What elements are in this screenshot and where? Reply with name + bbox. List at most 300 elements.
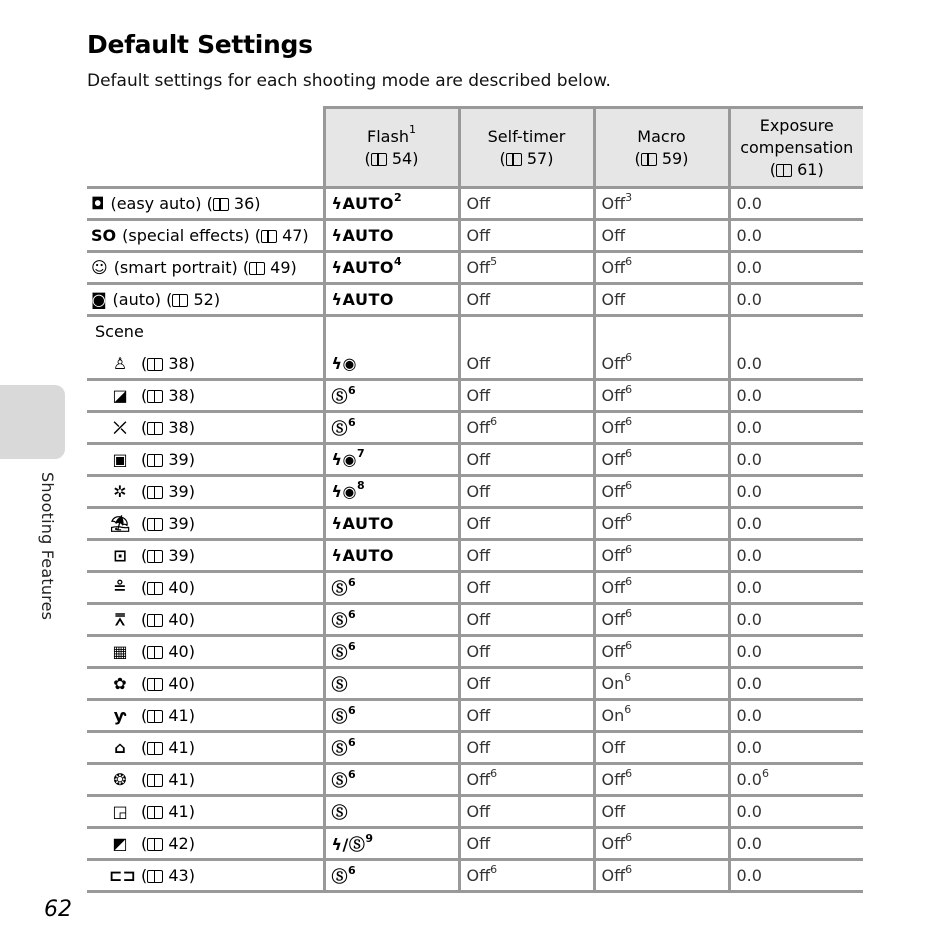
exposure-cell-value: 0.0 xyxy=(736,642,762,661)
flash-cell xyxy=(324,540,459,572)
macro-cell-value: On xyxy=(601,706,625,725)
self-timer-cell xyxy=(459,668,594,700)
page-ref: 40 xyxy=(168,642,189,661)
page-ref: 41 xyxy=(168,738,189,757)
flash-cell-value: ϟAUTO xyxy=(331,258,394,277)
book-icon xyxy=(147,742,163,755)
empty-cell xyxy=(729,316,863,350)
exposure-cell-value: 0.0 xyxy=(736,546,762,565)
macro-cell-footnote: 6 xyxy=(625,606,633,620)
self-timer-cell-value: Off xyxy=(466,706,491,725)
flash-cell xyxy=(324,700,459,732)
table-row xyxy=(87,476,863,508)
self-timer-cell xyxy=(459,284,594,316)
self-timer-cell-footnote: 6 xyxy=(490,766,498,780)
landscape-scene-icon: ◪ xyxy=(112,386,128,405)
night-portrait-scene-icon: ▣ xyxy=(112,450,128,469)
macro-cell-value: Off xyxy=(601,546,626,565)
flash-cell-value: ϟ◉ xyxy=(331,354,358,373)
exposure-cell-value: 0.0 xyxy=(736,578,762,597)
macro-cell xyxy=(594,796,729,828)
flash-cell-value: ϟ/Ⓢ xyxy=(331,835,366,854)
macro-cell-value: Off xyxy=(601,514,626,533)
exposure-cell-value: 0.0 xyxy=(736,610,762,629)
self-timer-cell xyxy=(459,572,594,604)
table-row xyxy=(87,860,863,892)
table-row xyxy=(87,508,863,540)
exposure-cell xyxy=(729,604,863,636)
flash-cell xyxy=(324,444,459,476)
book-icon xyxy=(147,518,163,531)
self-timer-cell xyxy=(459,796,594,828)
flash-cell-value: Ⓢ xyxy=(331,419,349,438)
flash-cell xyxy=(324,220,459,252)
table-row xyxy=(87,252,863,284)
macro-cell-footnote: 6 xyxy=(625,542,633,556)
exposure-cell-value: 0.0 xyxy=(736,258,762,277)
table-row xyxy=(87,540,863,572)
self-timer-cell-value: Off xyxy=(466,578,491,597)
flash-cell-footnote: 7 xyxy=(357,446,366,460)
mode-label: (easy auto) ( xyxy=(110,194,213,213)
exposure-cell xyxy=(729,668,863,700)
self-timer-cell-value: Off xyxy=(466,258,491,277)
page-ref: 49 xyxy=(270,258,291,277)
self-timer-cell-value: Off xyxy=(466,194,491,213)
header-self-timer-label: Self-timer xyxy=(487,126,566,146)
self-timer-cell-value: Off xyxy=(466,482,491,501)
exposure-cell-footnote: 6 xyxy=(761,766,769,780)
flash-cell-value: Ⓢ xyxy=(331,611,349,630)
page-ref: 39 xyxy=(168,546,189,565)
exposure-cell-value: 0.0 xyxy=(736,482,762,501)
exposure-cell-value: 0.0 xyxy=(736,770,762,789)
flash-cell-value: ϟAUTO xyxy=(331,226,394,245)
table-row xyxy=(87,444,863,476)
flash-cell xyxy=(324,636,459,668)
page-ref: 39 xyxy=(168,482,189,501)
page-ref: 40 xyxy=(168,578,189,597)
table-row xyxy=(87,284,863,316)
empty-cell xyxy=(459,316,594,350)
exposure-cell xyxy=(729,796,863,828)
scene-cell: ƴ ( 41) xyxy=(87,700,324,732)
macro-cell-value: On xyxy=(601,674,625,693)
black-white-copy-scene-icon: ◲ xyxy=(112,802,128,821)
macro-cell-footnote: 6 xyxy=(625,510,633,524)
mode-cell: ☺ (smart portrait) ( 49) xyxy=(87,252,324,284)
flash-cell-value: Ⓢ xyxy=(331,867,349,886)
scene-cell: ✿ ( 40) xyxy=(87,668,324,700)
night-landscape-scene-icon: ▦ xyxy=(112,642,128,661)
macro-cell-footnote: 6 xyxy=(625,254,633,268)
exposure-cell xyxy=(729,636,863,668)
self-timer-cell xyxy=(459,188,594,220)
self-timer-cell xyxy=(459,220,594,252)
header-macro: Macro ( 59) xyxy=(594,108,729,188)
self-timer-cell xyxy=(459,636,594,668)
flash-cell xyxy=(324,476,459,508)
scene-cell: ⛱ ( 39) xyxy=(87,508,324,540)
table-row xyxy=(87,828,863,860)
book-icon xyxy=(147,358,163,371)
macro-cell-value: Off xyxy=(601,386,626,405)
macro-cell-value: Off xyxy=(601,866,626,885)
flash-cell xyxy=(324,828,459,860)
macro-cell-footnote: 6 xyxy=(624,670,632,684)
exposure-cell-value: 0.0 xyxy=(736,738,762,757)
self-timer-cell xyxy=(459,252,594,284)
macro-cell-footnote: 3 xyxy=(625,190,633,204)
flash-cell-footnote: 4 xyxy=(393,254,403,268)
mode-cell: ◙ (auto) ( 52) xyxy=(87,284,324,316)
flash-cell-footnote: 9 xyxy=(365,831,374,845)
exposure-cell-value: 0.0 xyxy=(736,802,762,821)
flash-cell xyxy=(324,508,459,540)
page-ref: 40 xyxy=(168,674,189,693)
exposure-cell xyxy=(729,380,863,412)
exposure-cell xyxy=(729,700,863,732)
flash-cell xyxy=(324,572,459,604)
backlighting-scene-icon: ◩ xyxy=(112,834,128,853)
macro-cell-value: Off xyxy=(601,770,626,789)
exposure-cell xyxy=(729,860,863,892)
self-timer-cell-value: Off xyxy=(466,834,491,853)
exposure-cell-value: 0.0 xyxy=(736,290,762,309)
flash-cell xyxy=(324,188,459,220)
self-timer-cell xyxy=(459,349,594,380)
self-timer-cell xyxy=(459,476,594,508)
flash-cell xyxy=(324,252,459,284)
flash-cell xyxy=(324,412,459,444)
header-flash-ref: 54 xyxy=(391,148,413,168)
flash-cell xyxy=(324,860,459,892)
macro-cell-footnote: 6 xyxy=(625,414,633,428)
scene-cell: ⤫ ( 38) xyxy=(87,412,324,444)
scene-cell: ⌂ ( 41) xyxy=(87,732,324,764)
flash-cell-value: Ⓢ xyxy=(331,771,349,790)
table-row xyxy=(87,668,863,700)
mode-cell: ◘ (easy auto) ( 36) xyxy=(87,188,324,220)
mode-label: (smart portrait) ( xyxy=(113,258,250,277)
exposure-cell xyxy=(729,349,863,380)
special-effects-icon: SO xyxy=(91,226,117,245)
mode-label: (auto) ( xyxy=(112,290,173,309)
empty-cell xyxy=(594,316,729,350)
flash-cell xyxy=(324,349,459,380)
macro-cell-value: Off xyxy=(601,610,626,629)
macro-cell-footnote: 6 xyxy=(625,350,633,364)
flash-cell-value: Ⓢ xyxy=(331,707,349,726)
flash-cell-value: ϟAUTO xyxy=(331,194,394,213)
table-row xyxy=(87,349,863,380)
macro-cell xyxy=(594,220,729,252)
exposure-cell-value: 0.0 xyxy=(736,226,762,245)
food-scene-icon: ƴ xyxy=(113,706,127,725)
scene-header-row xyxy=(87,316,863,350)
macro-cell-footnote: 6 xyxy=(625,478,633,492)
flash-cell-footnote: 6 xyxy=(348,703,357,717)
scene-cell: ▦ ( 40) xyxy=(87,636,324,668)
exposure-cell xyxy=(729,188,863,220)
self-timer-cell xyxy=(459,444,594,476)
flash-cell xyxy=(324,764,459,796)
header-exposure-line2: compensation xyxy=(740,137,854,157)
self-timer-cell-value: Off xyxy=(466,354,491,373)
exposure-cell xyxy=(729,764,863,796)
table-header-row xyxy=(87,108,863,188)
page-ref: 43 xyxy=(168,866,189,885)
macro-cell-value: Off xyxy=(601,482,626,501)
book-icon xyxy=(147,486,163,499)
self-timer-cell-footnote: 6 xyxy=(490,414,498,428)
mode-label: (special effects) ( xyxy=(122,226,261,245)
macro-cell-footnote: 6 xyxy=(625,862,633,876)
macro-cell-footnote: 6 xyxy=(625,766,633,780)
macro-cell-value: Off xyxy=(601,642,626,661)
macro-cell xyxy=(594,188,729,220)
book-icon xyxy=(147,454,163,467)
snow-scene-icon: ⊡ xyxy=(113,546,127,565)
macro-cell xyxy=(594,732,729,764)
section-tab xyxy=(0,385,65,459)
self-timer-cell-value: Off xyxy=(466,418,491,437)
book-icon xyxy=(147,422,163,435)
self-timer-cell xyxy=(459,412,594,444)
self-timer-cell xyxy=(459,380,594,412)
macro-cell-footnote: 6 xyxy=(625,830,633,844)
page-subtitle: Default settings for each shooting mode are described below. xyxy=(87,71,611,91)
flash-cell-footnote: 6 xyxy=(348,863,357,877)
default-settings-table xyxy=(87,106,863,893)
flash-cell-footnote: 2 xyxy=(393,190,403,204)
header-self-timer-ref: 57 xyxy=(526,148,548,168)
self-timer-cell-value: Off xyxy=(466,226,491,245)
self-timer-cell xyxy=(459,732,594,764)
flash-cell xyxy=(324,604,459,636)
header-flash-label: Flash xyxy=(367,126,409,146)
header-macro-label: Macro xyxy=(637,126,686,146)
macro-cell xyxy=(594,700,729,732)
self-timer-cell xyxy=(459,540,594,572)
exposure-cell xyxy=(729,476,863,508)
scene-cell: ⊡ ( 39) xyxy=(87,540,324,572)
macro-cell xyxy=(594,860,729,892)
flash-cell xyxy=(324,668,459,700)
fireworks-scene-icon: ❂ xyxy=(113,770,127,789)
macro-cell-value: Off xyxy=(601,578,626,597)
sports-scene-icon: ⤫ xyxy=(113,417,127,437)
table-row xyxy=(87,700,863,732)
macro-cell-footnote: 6 xyxy=(625,382,633,396)
book-icon xyxy=(147,838,163,851)
page-ref: 40 xyxy=(168,609,189,629)
macro-cell xyxy=(594,508,729,540)
header-exposure: Exposure compensation ( 61) xyxy=(729,108,863,188)
book-icon xyxy=(371,153,387,166)
flash-cell-value: ϟAUTO xyxy=(331,514,394,533)
page-number: 62 xyxy=(44,897,72,922)
book-icon xyxy=(147,774,163,787)
flash-cell xyxy=(324,284,459,316)
exposure-cell-value: 0.0 xyxy=(736,674,762,693)
table-row xyxy=(87,188,863,220)
self-timer-cell-value: Off xyxy=(466,802,491,821)
self-timer-cell-value: Off xyxy=(466,386,491,405)
self-timer-cell-value: Off xyxy=(466,738,491,757)
book-icon xyxy=(506,153,522,166)
flash-cell-footnote: 6 xyxy=(348,735,357,749)
exposure-cell-value: 0.0 xyxy=(736,514,762,533)
book-icon xyxy=(147,870,163,883)
flash-cell-value: Ⓢ xyxy=(331,387,349,406)
macro-cell xyxy=(594,572,729,604)
scene-cell: ✲ ( 39) xyxy=(87,476,324,508)
self-timer-cell-value: Off xyxy=(466,546,491,565)
macro-cell-footnote: 6 xyxy=(625,574,633,588)
page-ref: 47 xyxy=(282,226,303,245)
self-timer-cell-value: Off xyxy=(466,610,491,629)
macro-cell-value: Off xyxy=(601,450,626,469)
self-timer-cell xyxy=(459,508,594,540)
self-timer-cell-value: Off xyxy=(466,290,491,309)
self-timer-cell-value: Off xyxy=(466,642,491,661)
book-icon xyxy=(249,262,265,275)
exposure-cell xyxy=(729,540,863,572)
exposure-cell xyxy=(729,220,863,252)
auto-camera-icon: ◙ xyxy=(91,290,107,309)
party-indoor-scene-icon: ✲ xyxy=(113,482,127,501)
book-icon xyxy=(213,198,229,211)
macro-cell-footnote: 6 xyxy=(625,638,633,652)
table-row xyxy=(87,764,863,796)
exposure-cell xyxy=(729,828,863,860)
table-row xyxy=(87,572,863,604)
museum-scene-icon: ⌂ xyxy=(114,738,126,757)
table-row xyxy=(87,732,863,764)
page-ref: 39 xyxy=(168,514,189,533)
table-row xyxy=(87,604,863,636)
book-icon xyxy=(147,710,163,723)
scene-cell: ⊏⊐ ( 43) xyxy=(87,860,324,892)
exposure-cell xyxy=(729,412,863,444)
empty-cell xyxy=(324,316,459,350)
scene-label: Scene xyxy=(95,322,144,341)
macro-cell xyxy=(594,284,729,316)
macro-cell xyxy=(594,668,729,700)
page-ref: 42 xyxy=(168,834,189,853)
header-macro-ref: 59 xyxy=(661,148,683,168)
self-timer-cell-value: Off xyxy=(466,866,491,885)
scene-cell: ⩞ ( 40) xyxy=(87,604,324,636)
scene-cell: ♙ ( 38) xyxy=(87,349,324,380)
book-icon xyxy=(147,646,163,659)
macro-cell xyxy=(594,764,729,796)
exposure-cell-value: 0.0 xyxy=(736,418,762,437)
self-timer-cell-footnote: 5 xyxy=(490,254,498,268)
flash-cell-value: Ⓢ xyxy=(331,803,349,822)
book-icon xyxy=(172,294,188,307)
macro-cell xyxy=(594,828,729,860)
exposure-cell xyxy=(729,508,863,540)
book-icon xyxy=(147,550,163,563)
table-row xyxy=(87,220,863,252)
exposure-cell xyxy=(729,444,863,476)
flash-cell-footnote: 6 xyxy=(348,767,357,781)
macro-cell-value: Off xyxy=(601,258,626,277)
exposure-cell xyxy=(729,572,863,604)
exposure-cell xyxy=(729,252,863,284)
mode-cell: SO (special effects) ( 47) xyxy=(87,220,324,252)
page-ref: 52 xyxy=(193,290,214,309)
self-timer-cell-footnote: 6 xyxy=(490,862,498,876)
book-icon xyxy=(776,164,792,177)
page-ref: 41 xyxy=(168,770,189,789)
book-icon xyxy=(147,390,163,403)
section-label: Shooting Features xyxy=(38,472,57,621)
flash-cell-footnote: 6 xyxy=(348,639,357,653)
scene-cell: ≗ ( 40) xyxy=(87,572,324,604)
flash-cell-footnote: 6 xyxy=(348,575,357,589)
panorama-scene-icon: ⊏⊐ xyxy=(109,866,136,885)
page-title: Default Settings xyxy=(87,30,313,59)
exposure-cell-value: 0.0 xyxy=(736,834,762,853)
flash-cell-footnote: 6 xyxy=(348,383,357,397)
flash-cell-value: ϟ◉ xyxy=(331,450,358,469)
self-timer-cell xyxy=(459,700,594,732)
macro-cell-value: Off xyxy=(601,834,626,853)
exposure-cell-value: 0.0 xyxy=(736,706,762,725)
scene-cell: ◩ ( 42) xyxy=(87,828,324,860)
flash-cell-footnote: 8 xyxy=(357,478,366,492)
flash-cell xyxy=(324,796,459,828)
macro-cell-value: Off xyxy=(601,354,626,373)
exposure-cell-value: 0.0 xyxy=(736,354,762,373)
table-row xyxy=(87,380,863,412)
table-row xyxy=(87,636,863,668)
self-timer-cell xyxy=(459,828,594,860)
dusk-dawn-scene-icon: ⩞ xyxy=(115,609,125,629)
table-row xyxy=(87,796,863,828)
page-ref: 41 xyxy=(168,802,189,821)
flash-cell-value: ϟ◉ xyxy=(331,482,358,501)
book-icon xyxy=(147,614,163,627)
flash-cell xyxy=(324,380,459,412)
book-icon xyxy=(147,678,163,691)
macro-cell xyxy=(594,349,729,380)
header-flash-note: 1 xyxy=(408,123,416,137)
macro-cell-value: Off xyxy=(601,226,626,245)
flash-cell-value: Ⓢ xyxy=(331,675,349,694)
scene-cell: ❂ ( 41) xyxy=(87,764,324,796)
self-timer-cell xyxy=(459,764,594,796)
exposure-cell xyxy=(729,284,863,316)
macro-cell-value: Off xyxy=(601,802,626,821)
macro-cell xyxy=(594,444,729,476)
flash-cell-value: ϟAUTO xyxy=(331,546,394,565)
macro-cell xyxy=(594,636,729,668)
page-ref: 39 xyxy=(168,450,189,469)
self-timer-cell-value: Off xyxy=(466,514,491,533)
book-icon xyxy=(147,806,163,819)
macro-cell-footnote: 6 xyxy=(625,446,633,460)
flash-cell-footnote: 6 xyxy=(348,415,357,429)
macro-cell-value: Off xyxy=(601,290,626,309)
self-timer-cell-value: Off xyxy=(466,770,491,789)
book-icon xyxy=(261,230,277,243)
header-corner xyxy=(87,108,324,188)
scene-cell: ◲ ( 41) xyxy=(87,796,324,828)
